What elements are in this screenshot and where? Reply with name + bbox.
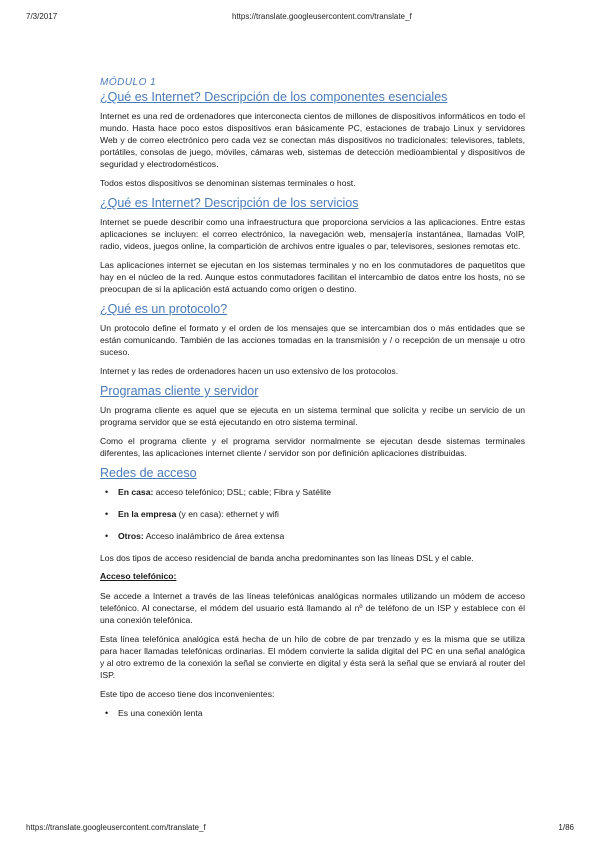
section-title-client-server: Programas cliente y servidor [100, 384, 259, 398]
print-header-date: 7/3/2017 [26, 12, 58, 21]
access-networks-list [100, 486, 525, 542]
print-footer-page-number: 1/86 [558, 823, 574, 832]
paragraph: Como el programa cliente y el programa servidor normalmente se ejecutan desde sistemas terminales diferentes, las aplicaciones internet cliente / servidor son por definición aplicaciones distribuidas. [100, 436, 525, 458]
section-title-protocol: ¿Qué es un protocolo? [100, 302, 228, 316]
list-item-bold: En la empresa [118, 509, 177, 519]
paragraph: Un protocolo define el formato y el orden de los mensajes que se intercambian dos o más entidades que se están comunicando. También de las acciones tomadas en la transmisión y / o recepción de un mensaje u otro suceso. [100, 323, 525, 357]
print-header-url: https://translate.googleusercontent.com/translate_f [232, 12, 412, 21]
list-item: • Es una conexión lenta [118, 707, 525, 719]
list-item-text: acceso telefónico; DSL; cable; Fibra y Satélite [153, 487, 332, 497]
paragraph: Internet y las redes de ordenadores hacen un uso extensivo de los protocolos. [100, 366, 399, 376]
section-title-internet-services: ¿Qué es Internet? Descripción de los servicios [100, 196, 359, 210]
section-title-access-networks: Redes de acceso [100, 466, 197, 480]
paragraph: Internet es una red de ordenadores que interconecta cientos de millones de dispositivos informáticos en todo el mundo. Hasta hace poco estos dispositivos eran básicamente PC, estaciones de trabajo Linux y servidores Web y de correo electrónico pero cada vez se conectan más dispositivos no tradicionales: televisores, tablets, portátiles, consolas de juego, móviles, cámaras web, sistemas de detección medioambiental y dispositivos de seguridad y electrodomésticos. [100, 111, 525, 169]
list-item-bold: En casa: [118, 487, 154, 497]
paragraph: Un programa cliente es aquel que se ejecuta en un sistema terminal que solicita y recibe un servicio de un programa servidor que se está ejecutando en otro sistema terminal. [100, 405, 525, 427]
list-item [118, 508, 525, 520]
paragraph: Los dos tipos de acceso residencial de banda ancha predominantes son las líneas DSL y el cable. [100, 553, 474, 563]
drawbacks-list [100, 707, 525, 719]
document-body [100, 77, 525, 729]
list-item-text: Acceso inalámbrico de área extensa [143, 531, 285, 541]
paragraph: Las aplicaciones internet se ejecutan en los sistemas terminales y no en los conmutadores de paquetitos que hay en el núcleo de la red. Aunque estos conmutadores facilitan el intercambio de datos entre los hosts, no se preocupan de si la aplicación está actuando como origen o destino. [100, 260, 525, 294]
print-footer-url: https://translate.googleusercontent.com/translate_f [26, 823, 206, 832]
subsection-title-dialup: Acceso telefónico: [100, 571, 177, 581]
paragraph: Esta línea telefónica analógica está hecha de un hilo de cobre de par trenzado y es la misma que se utiliza para hacer llamadas telefónicas ordinarias. El módem convierte la salida digital del PC en una señal analógica y al otro extremo de la conexión la señal se convierte en digital y ésta será la señal que se enviará al router del ISP. [100, 634, 525, 680]
section-title-internet-components: ¿Qué es Internet? Descripción de los componentes esenciales [100, 90, 448, 104]
list-item-bold: Otros: [118, 531, 144, 541]
list-item [118, 486, 525, 498]
paragraph: Se accede a Internet a través de las líneas telefónicas analógicas normales utilizando un módem de acceso telefónico. Al conectarse, el módem del usuario está llamando al nº de teléfono de un ISP y establece con él una conexión telefónica. [100, 591, 525, 625]
paragraph: Todos estos dispositivos se denominan sistemas terminales o host. [100, 178, 356, 188]
paragraph: Este tipo de acceso tiene dos inconvenientes: [100, 689, 275, 699]
paragraph: Internet se puede describir como una infraestructura que proporciona servicios a las aplicaciones. Entre estas aplicaciones se incluyen: el correo electrónico, la navegación web, mensajería instantánea, llamadas VoIP, radio, videos, juegos online, la compartición de archivos entre iguales o par, televisores, sesiones remotas etc. [100, 217, 525, 251]
module-label: MÓDULO 1 [100, 77, 157, 88]
list-item-text: (y en casa): ethernet y wifi [176, 509, 279, 519]
list-item [118, 530, 525, 542]
